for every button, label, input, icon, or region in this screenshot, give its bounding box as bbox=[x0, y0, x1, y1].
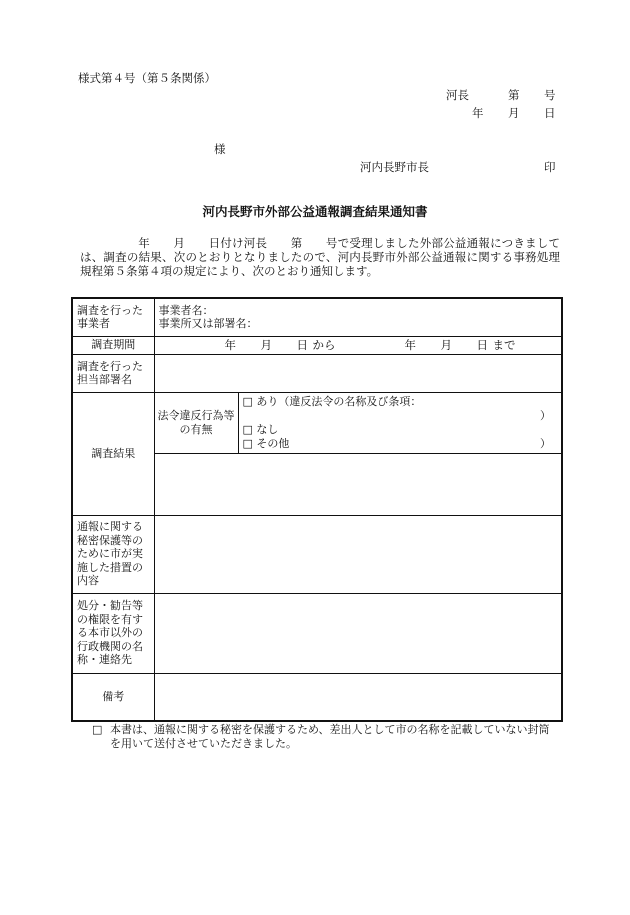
row-remarks bbox=[72, 673, 562, 721]
period-year-2: 年 bbox=[404, 338, 416, 352]
checkbox-yes[interactable]: □ bbox=[242, 394, 253, 408]
label-confidentiality: 通報に関する秘密保護等のために市が実施した措置の内容 bbox=[72, 515, 154, 593]
cell-result-detail bbox=[154, 453, 562, 515]
period-year-1: 年 bbox=[224, 338, 236, 352]
cell-other-agencies bbox=[154, 593, 562, 673]
cell-department bbox=[154, 354, 562, 392]
label-violation: 法令違反行為等の有無 bbox=[154, 392, 238, 453]
ref-go: 号 bbox=[544, 88, 556, 102]
cell-period bbox=[154, 336, 562, 354]
paren-close-yes: ） bbox=[540, 408, 551, 422]
row-department bbox=[72, 354, 562, 392]
checkbox-no[interactable]: □ bbox=[242, 422, 253, 436]
body-text: 年 月 日付け河長 第 号で受理しました外部公益通報につきましては、調査の結果、次のとおりとなりましたので、河内長野市外部公益通報に関する事務処理規程第５条第４項の規定により、次のとおり通知します。 bbox=[80, 236, 560, 278]
label-department: 調査を行った担当部署名 bbox=[72, 354, 154, 392]
label-result: 調査結果 bbox=[72, 392, 154, 515]
checkbox-other[interactable]: □ bbox=[242, 436, 253, 450]
addressee-sama: 様 bbox=[214, 142, 226, 156]
option-other-label: その他 bbox=[256, 436, 290, 450]
period-day-2: 日 bbox=[476, 338, 488, 352]
option-yes bbox=[243, 395, 558, 409]
cell-violation-options bbox=[238, 392, 562, 453]
period-from: から bbox=[312, 338, 336, 352]
row-investigated-business bbox=[72, 298, 562, 336]
ref-prefix: 河長 bbox=[446, 88, 469, 102]
paren-close-other: ） bbox=[540, 436, 551, 450]
period-month-2: 月 bbox=[440, 338, 452, 352]
option-other bbox=[243, 437, 558, 451]
label-investigated-business: 調査を行った事業者 bbox=[72, 298, 154, 336]
label-period: 調査期間 bbox=[72, 336, 154, 354]
option-yes-close bbox=[243, 409, 558, 423]
option-no-label: なし bbox=[256, 422, 279, 436]
row-confidentiality bbox=[72, 515, 562, 593]
period-month-1: 月 bbox=[260, 338, 272, 352]
option-no bbox=[243, 423, 558, 437]
period-to: まで bbox=[492, 338, 516, 352]
document-title: 河内長野市外部公益通報調査結果通知書 bbox=[202, 204, 428, 219]
ref-dai: 第 bbox=[508, 88, 520, 102]
date-month: 月 bbox=[508, 106, 520, 120]
row-period bbox=[72, 336, 562, 354]
form-number: 様式第４号（第５条関係） bbox=[78, 71, 216, 85]
business-dept-line: 事業所又は部署名： bbox=[158, 317, 258, 331]
footnote-text: 本書は、通報に関する秘密を保護するため、差出人として市の名称を記載していない封筒を用いて送付させていただきました。 bbox=[110, 723, 550, 750]
sender-name: 河内長野市長 bbox=[360, 160, 429, 174]
seal-mark: 印 bbox=[544, 160, 556, 174]
footnote-checkbox[interactable]: □ bbox=[92, 723, 103, 736]
period-day-1: 日 bbox=[296, 338, 308, 352]
business-name-line: 事業者名： bbox=[158, 303, 214, 317]
date-day: 日 bbox=[544, 106, 556, 120]
body-paragraph bbox=[80, 236, 560, 278]
cell-confidentiality bbox=[154, 515, 562, 593]
row-other-agencies bbox=[72, 593, 562, 673]
result-table bbox=[71, 297, 563, 722]
row-result-violation bbox=[72, 392, 562, 453]
label-remarks: 備考 bbox=[72, 673, 154, 721]
footnote bbox=[92, 723, 560, 751]
label-other-agencies: 処分・勧告等の権限を有する本市以外の行政機関の名称・連絡先 bbox=[72, 593, 154, 673]
cell-business-info bbox=[154, 298, 562, 336]
option-yes-label: あり（違反法令の名称及び条項： bbox=[256, 394, 422, 408]
cell-remarks bbox=[154, 673, 562, 721]
date-year: 年 bbox=[472, 106, 484, 120]
